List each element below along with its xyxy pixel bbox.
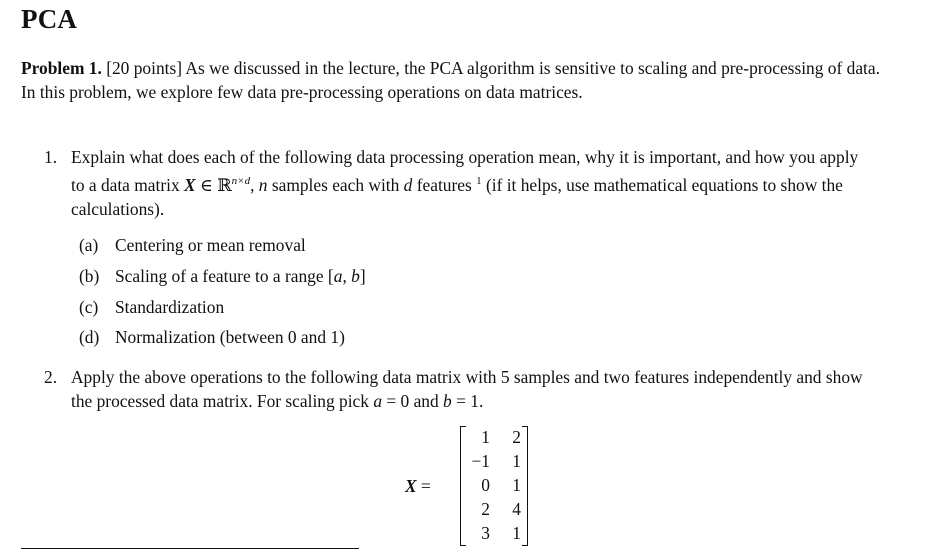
matrix-cell: 2 [481,499,490,519]
item2-text-a: Apply the above operations to the following data matrix with 5 samples and two features independently and show the processed data matrix. For scaling pick [71,367,863,411]
subitem-b-text: Scaling of a feature to a range [ [115,266,334,286]
problem-intro [21,56,881,104]
b-equals: = 1. [451,391,484,411]
matrix-row [460,425,528,449]
subitem-a [79,233,306,257]
matrix-lhs [405,476,431,497]
list-item-1-number: 1. [44,147,58,167]
subitem-c [79,295,224,319]
matrix-row [460,449,528,473]
subitem-a-text: Centering or mean removal [115,235,306,255]
item1-text-b: , [250,175,259,195]
range-b: b [351,266,360,286]
matrix-cell: 1 [512,523,521,543]
matrix-cell: 1 [512,475,521,495]
matrix-label: X [405,476,417,496]
subitem-c-text: Standardization [115,297,225,317]
subitem-d-text: Normalization (between 0 and 1) [115,327,345,347]
matrix-cell: 2 [512,427,521,447]
matrix-cell: 1 [481,427,490,447]
problem-intro-text: As we discussed in the lecture, the PCA algorithm is sensitive to scaling and pre-processing of data. In this problem, we explore few data pre-processing operations on data matrices. [21,58,880,102]
matrix-cell: 3 [481,523,490,543]
matrix-cell: 0 [481,475,490,495]
d-variable: d [403,175,413,195]
range-comma: , [342,266,352,286]
list-item-1-body [71,145,874,221]
a-equals: = 0 and [382,391,444,411]
problem-label: Problem 1. [21,58,102,78]
subitem-a-label: (a) [79,235,99,255]
subitem-d-label: (d) [79,327,100,347]
range-close: ] [359,266,366,286]
problem-points: [20 points] [106,58,183,78]
list-item-2-number: 2. [44,367,58,387]
item1-text-e: (if it helps, use mathematical equations to show the calculations). [71,175,843,219]
b-variable: b [443,391,452,411]
footnote-mark: 1 [476,175,482,187]
item1-text-a: Explain what does each of the following data processing operation mean, why it is important, and how you apply to a data matrix [71,147,859,195]
list-item-2-body [71,365,874,413]
list-item-1 [44,145,874,221]
matrix-row [460,497,528,521]
matrix-symbol: X [184,175,196,195]
subitem-d [79,325,345,349]
item1-text-c: samples each with [267,175,404,195]
matrix-equals: = [416,476,431,496]
in-symbol: ∈ ℝ [195,175,232,195]
subitem-c-label: (c) [79,297,99,317]
section-title: PCA [21,4,78,34]
dims-superscript: n×d [231,175,251,187]
matrix-cell: −1 [471,451,490,471]
matrix-row [460,521,528,545]
range-a: a [333,266,343,286]
a-variable: a [373,391,383,411]
n-variable: n [258,175,268,195]
matrix-cell: 1 [512,451,521,471]
list-item-2 [44,365,874,413]
matrix-row [460,473,528,497]
subitem-b-label: (b) [79,266,100,286]
matrix-cell: 4 [512,499,521,519]
subitem-b [79,264,366,288]
item1-text-d: features [412,175,477,195]
footnote-rule [21,548,359,549]
data-matrix [460,424,528,546]
